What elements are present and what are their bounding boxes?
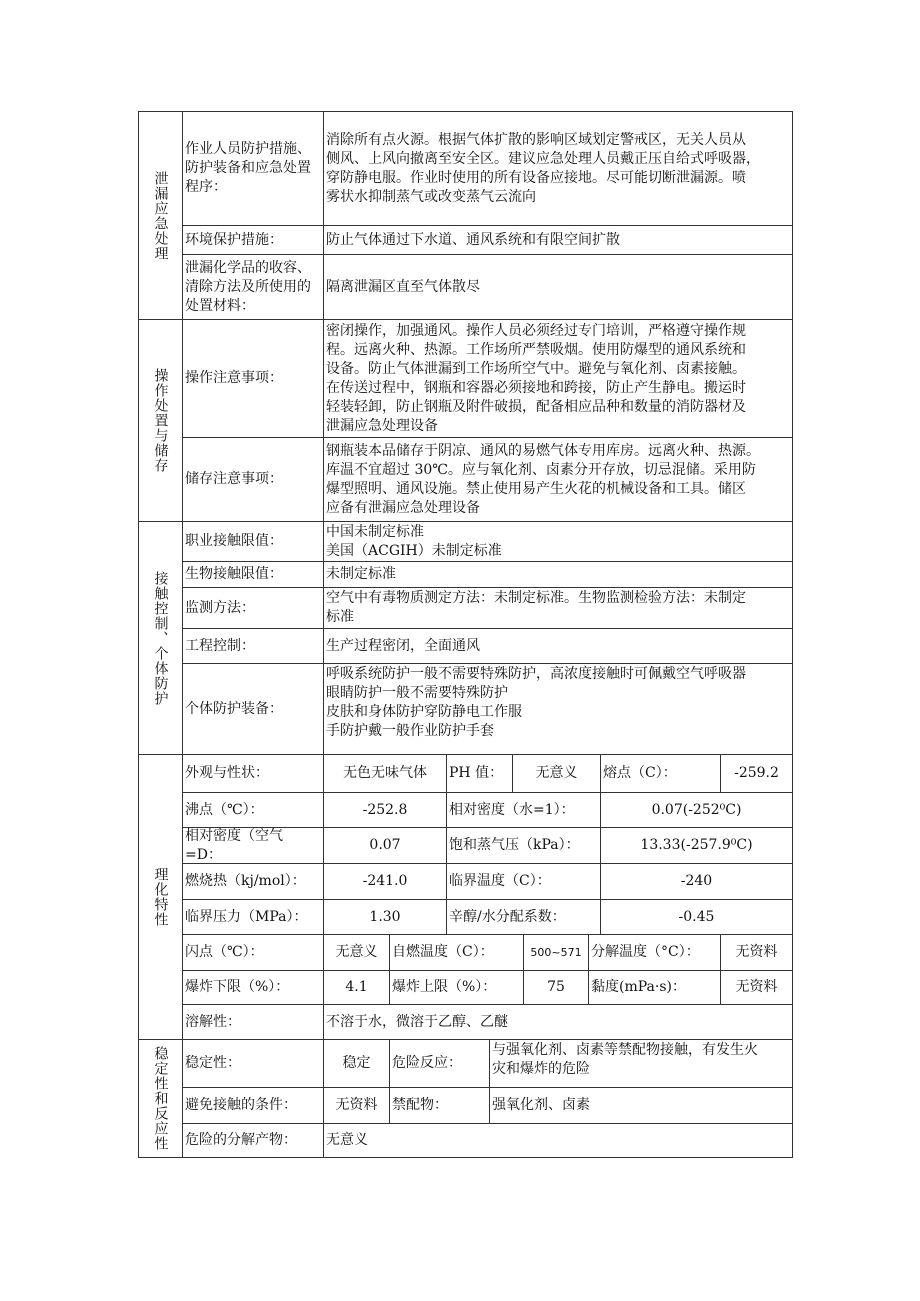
bp-label: 沸点（℃）： <box>182 792 324 828</box>
decomp-label: 危险的分解产物： <box>182 1123 324 1158</box>
handling-value-1: 密闭操作，加强通风。操作人员必须经过专门培训，严格遵守操作规 程。远离火种、热源。工作场所严禁吸烟。使用防爆型的通风系统和 设备。防止气体泄漏到工作场所空气中。避免与氧化剂、卤素接触。 在传送过程中，钢瓶和容器必须接地和跨接，防止产生静电。搬运时 轻装轻卸，防止钢瓶及附件破损，配备相应品种和数量的消防器材及 泄漏应急处理设备 <box>323 319 793 438</box>
ct-label: 临界温度（C）： <box>446 863 601 900</box>
heat-label: 燃烧热（kj/mol）： <box>182 863 324 900</box>
hazr-label: 危险反应： <box>389 1039 490 1088</box>
section-exposure <box>138 521 183 755</box>
leak-value-2: 防止气体通过下水道、通风系统和有限空间扩散 <box>323 225 793 255</box>
mp-label: 熔点（C）： <box>600 754 721 793</box>
exposure-value-5: 呼吸系统防护一般不需要特殊防护，高浓度接触时可佩戴空气呼吸器 眼睛防护一般不需要特殊防护 皮肤和身体防护穿防静电工作服 手防护戴一般作业防护手套 <box>323 663 793 755</box>
exposure-label-2: 生物接触限值： <box>182 561 324 588</box>
fp-value: 无意义 <box>323 934 390 971</box>
leak-value-3: 隔离泄漏区直至气体散尽 <box>323 254 793 320</box>
exposure-value-3: 空气中有毒物质测定方法：未制定标准。生物监测检验方法：未制定 标准 <box>323 587 793 629</box>
lel-value: 4.1 <box>323 970 390 1005</box>
storage-value: 钢瓶装本品储存于阴凉、通风的易燃气体专用库房。远离火种、热源。 库温不宜超过 30℃。应与氧化剂、卤素分开存放，切忌混储。采用防 爆型照明、通风设施。禁止使用易产生火花的机械设备和工具。储区 应备有泄漏应急处理设备 <box>323 437 793 522</box>
kow-value: -0.45 <box>600 899 793 935</box>
section-handling <box>138 319 183 522</box>
appearance-label: 外观与性状： <box>182 754 324 793</box>
mp-value: -259.2 <box>720 754 793 793</box>
exposure-value-4: 生产过程密闭，全面通风 <box>323 628 793 664</box>
rd-water-label: 相对密度（水=1）： <box>446 792 601 828</box>
section-label: 接触控制、个体防护 <box>152 570 169 706</box>
visc-label: 黏度(mPa·s)： <box>588 970 721 1005</box>
incomp-label: 禁配物： <box>389 1087 490 1124</box>
dt-value: 无资料 <box>720 934 793 971</box>
exposure-label-1: 职业接触限值： <box>182 521 324 562</box>
handling-label-1: 操作注意事项： <box>182 319 324 438</box>
leak-value-1: 消除所有点火源。根据气体扩散的影响区域划定警戒区，无关人员从 侧风、上风向撤离至安全区。建议应急处理人员戴正压自给式呼吸器， 穿防静电服。作业时使用的所有设备应接地。尽可能切断泄漏源。喷 雾状水抑制蒸气或改变蒸气云流向 <box>323 111 793 226</box>
exposure-value-2: 未制定标准 <box>323 561 793 588</box>
vp-label: 饱和蒸气压（kPa）： <box>446 827 601 864</box>
sol-label: 溶解性： <box>182 1004 324 1040</box>
hazr-value: 与强氧化剂、卤素等禁配物接触，有发生火 灾和爆炸的危险 <box>489 1039 793 1088</box>
section-label: 泄漏应急处理 <box>152 170 169 261</box>
ph-label: PH 值： <box>446 754 513 793</box>
ait-label: 自燃温度（C）： <box>389 934 524 971</box>
stab-label: 稳定性： <box>182 1039 324 1088</box>
stab-value: 稳定 <box>323 1039 390 1088</box>
leak-label-1: 作业人员防护措施、 防护装备和应急处置 程序： <box>182 111 324 226</box>
ait-value: 500~571 <box>523 934 589 971</box>
cp-label: 临界压力（MPa）： <box>182 899 324 935</box>
exposure-label-5: 个体防护装备： <box>182 663 324 755</box>
storage-label: 储存注意事项： <box>182 437 324 522</box>
leak-label-2: 环境保护措施： <box>182 225 324 255</box>
dt-label: 分解温度（°C）： <box>588 934 721 971</box>
rd-water-value: 0.07(-252⁰C) <box>600 792 793 828</box>
leak-label-3: 泄漏化学品的收容、 清除方法及所使用的 处置材料： <box>182 254 324 320</box>
vp-value: 13.33(-257.9⁰C) <box>600 827 793 864</box>
section-stability <box>138 1039 183 1158</box>
exposure-label-4: 工程控制： <box>182 628 324 664</box>
ct-value: -240 <box>600 863 793 900</box>
incomp-value: 强氧化剂、卤素 <box>489 1087 793 1124</box>
ph-value: 无意义 <box>512 754 601 793</box>
decomp-value: 无意义 <box>323 1123 793 1158</box>
appearance-value: 无色无味气体 <box>323 754 447 793</box>
uel-label: 爆炸上限（%）： <box>389 970 524 1005</box>
sol-value: 不溶于水，微溶于乙醇、乙醚 <box>323 1004 793 1040</box>
section-label: 操作处置与储存 <box>152 368 169 473</box>
rd-air-value: 0.07 <box>323 827 447 864</box>
rd-air-label: 相对密度（空气 =D： <box>182 827 324 864</box>
kow-label: 辛醇/水分配系数： <box>446 899 601 935</box>
bp-value: -252.8 <box>323 792 447 828</box>
avoid-value: 无资料 <box>323 1087 390 1124</box>
cp-value: 1.30 <box>323 899 447 935</box>
exposure-label-3: 监测方法： <box>182 587 324 629</box>
section-label: 稳定性和反应性 <box>152 1046 169 1151</box>
section-label: 理化特性 <box>152 867 169 927</box>
fp-label: 闪点（℃）： <box>182 934 324 971</box>
exposure-value-1: 中国未制定标准 美国（ACGIH）未制定标准 <box>323 521 793 562</box>
section-leak <box>138 111 183 320</box>
lel-label: 爆炸下限（%）： <box>182 970 324 1005</box>
visc-value: 无资料 <box>720 970 793 1005</box>
heat-value: -241.0 <box>323 863 447 900</box>
section-physchem <box>138 754 183 1040</box>
avoid-label: 避免接触的条件： <box>182 1087 324 1124</box>
uel-value: 75 <box>523 970 589 1005</box>
